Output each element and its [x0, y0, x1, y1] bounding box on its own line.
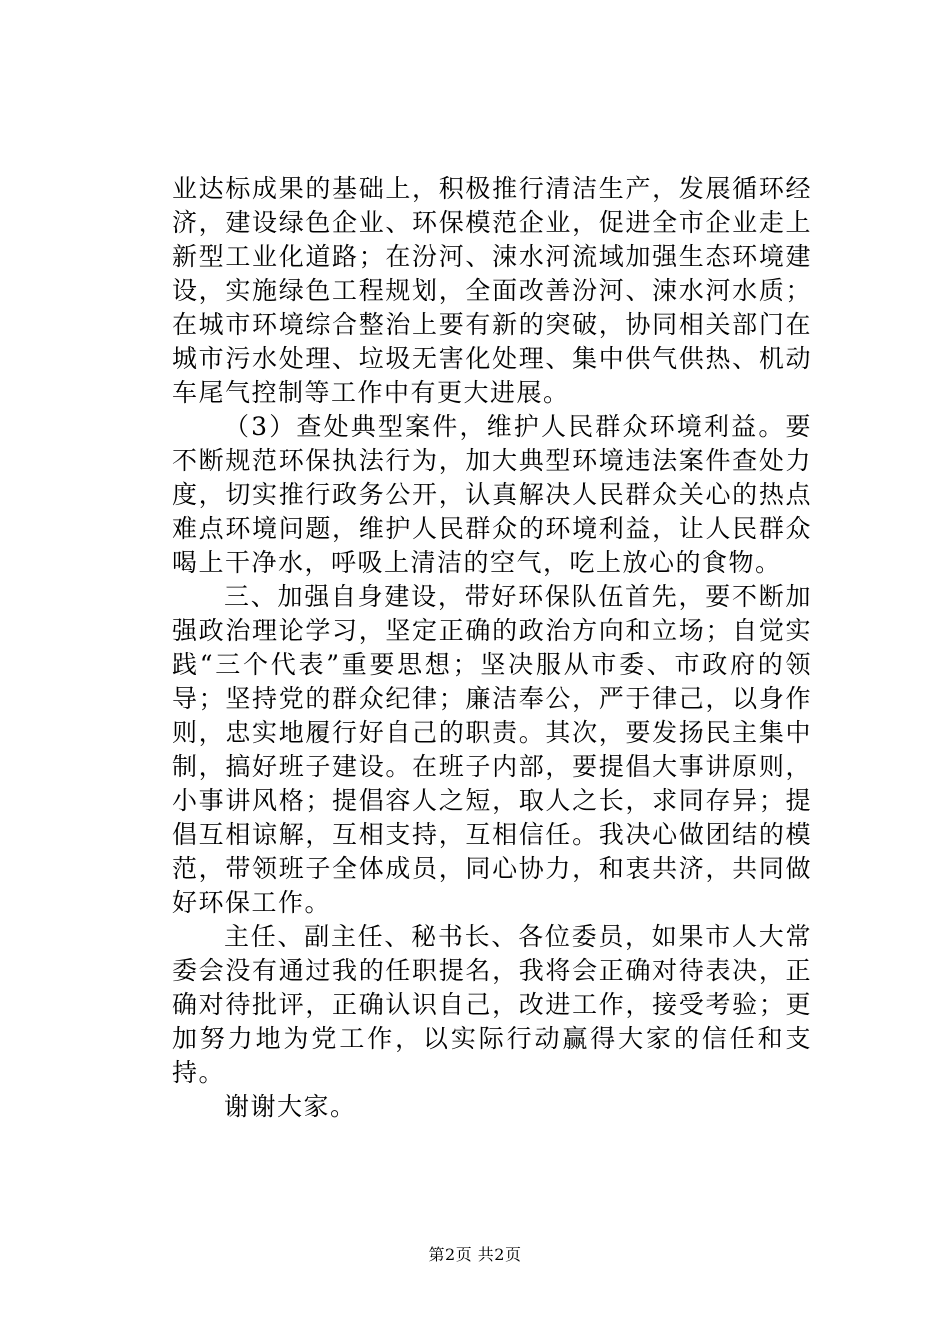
paragraph-case-handling: （3）查处典型案件，维护人民群众环境利益。要不断规范环保执法行为，加大典型环境违法案件查处力度，切实推行政务公开，认真解决人民群众关心的热点难点环境问题，维护人民群众的环境利益，让人民群众喝上干净水，呼吸上清洁的空气，吃上放心的食物。 [172, 412, 812, 577]
paragraph-thanks: 谢谢大家。 [224, 1092, 357, 1121]
page-number-footer: 第2页 共2页 [428, 1245, 522, 1264]
document-body [172, 172, 812, 1124]
paragraph-continuation: 业达标成果的基础上，积极推行清洁生产，发展循环经济，建设绿色企业、环保模范企业，促进全市企业走上新型工业化道路；在汾河、涑水河流域加强生态环境建设，实施绿色工程规划，全面改善汾河、涑水河水质；在城市环境综合整治上要有新的突破，协同相关部门在城市污水处理、垃圾无害化处理、集中供气供热、机动车尾气控制等工作中有更大进展。 [172, 174, 812, 407]
paragraph-closing-statement: 主任、副主任、秘书长、各位委员，如果市人大常委会没有通过我的任职提名，我将会正确对待表决，正确对待批评，正确认识自己，改进工作，接受考验；更加努力地为党工作，以实际行动赢得大家的信任和支持。 [172, 922, 812, 1087]
paragraph-self-building: 三、加强自身建设，带好环保队伍首先，要不断加强政治理论学习，坚定正确的政治方向和立场；自觉实践“三个代表”重要思想；坚决服从市委、市政府的领导；坚持党的群众纪律；廉洁奉公，严于律己，以身作则，忠实地履行好自己的职责。其次，要发扬民主集中制，搞好班子建设。在班子内部，要提倡大事讲原则，小事讲风格；提倡容人之短，取人之长，求同存异；提倡互相谅解，互相支持，互相信任。我决心做团结的模范，带领班子全体成员，同心协力，和衷共济，共同做好环保工作。 [172, 582, 812, 917]
